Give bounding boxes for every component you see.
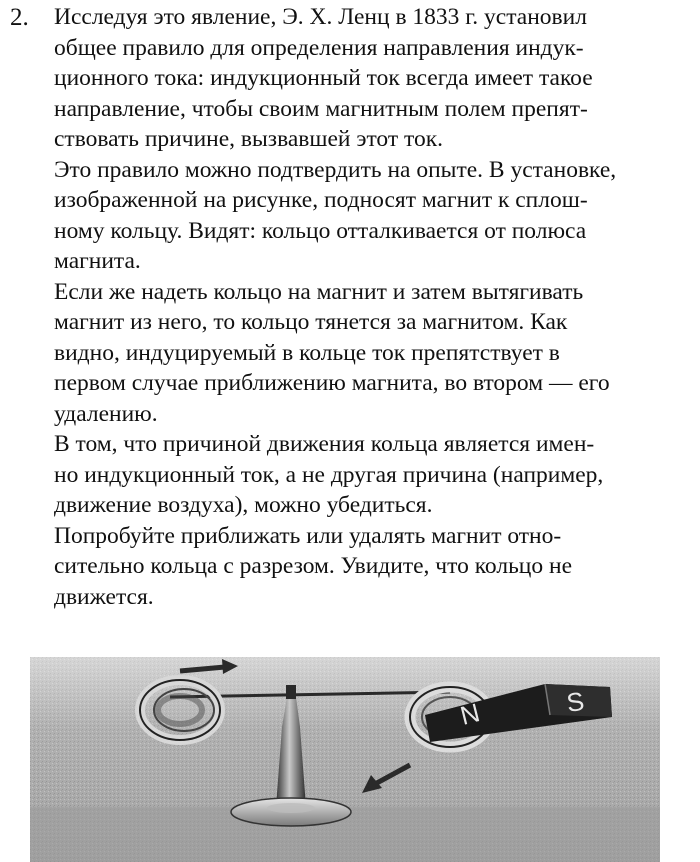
text-line: Попробуйте приближать или удалять магнит отно-: [54, 522, 562, 549]
paragraph-lenz-rule: [54, 2, 694, 155]
paragraph-pull-out: [54, 277, 694, 430]
magnet-pole-s: S: [564, 685, 587, 718]
text-line: движется.: [54, 583, 154, 610]
paragraph-cut-ring: [54, 521, 694, 613]
text-line: Исследуя это явление, Э. Х. Ленц в 1833 г. установил: [54, 4, 587, 30]
text-line: ствовать причине, вызвавшей этот ток.: [54, 126, 444, 152]
paragraph-cause: [54, 429, 694, 521]
body-text: [54, 2, 694, 612]
text-line: движение воздуха), можно убедиться.: [54, 492, 433, 518]
experiment-illustration: [30, 657, 660, 862]
text-line: направление, чтобы своим магнитным полем препят-: [54, 95, 588, 122]
text-line: магнита.: [54, 248, 141, 274]
text-line: ционного тока: индукционный ток всегда имеет такое: [54, 65, 593, 91]
text-line: первом случае приближению магнита, во втором — его: [54, 370, 610, 396]
paragraph-experiment: [54, 155, 694, 277]
text-line: В том, что причиной движения кольца является имен-: [54, 431, 595, 457]
text-line: Если же надеть кольцо на магнит и затем вытягивать: [54, 278, 584, 305]
text-line: но индукционный ток, а не другая причина (например,: [54, 461, 604, 488]
text-line: общее правило для определения направления индук-: [54, 34, 584, 61]
text-line: видно, индуцируемый в кольце ток препятствует в: [54, 339, 560, 366]
text-line: ному кольцу. Видят: кольцо отталкивается от полюса: [54, 217, 587, 244]
magnet-pole-n: N: [457, 697, 483, 731]
text-line: удалению.: [54, 400, 158, 427]
experiment-svg: [30, 657, 660, 862]
item-number: 2.: [10, 4, 29, 31]
text-line: изображенной на рисунке, подносят магнит к сплош-: [54, 187, 588, 213]
text-line: магнит из него, то кольцо тянется за магнитом. Как: [54, 309, 568, 335]
text-line: Это правило можно подтвердить на опыте. В установке,: [54, 156, 617, 183]
text-line: сительно кольца с разрезом. Увидите, что кольцо не: [54, 553, 573, 579]
